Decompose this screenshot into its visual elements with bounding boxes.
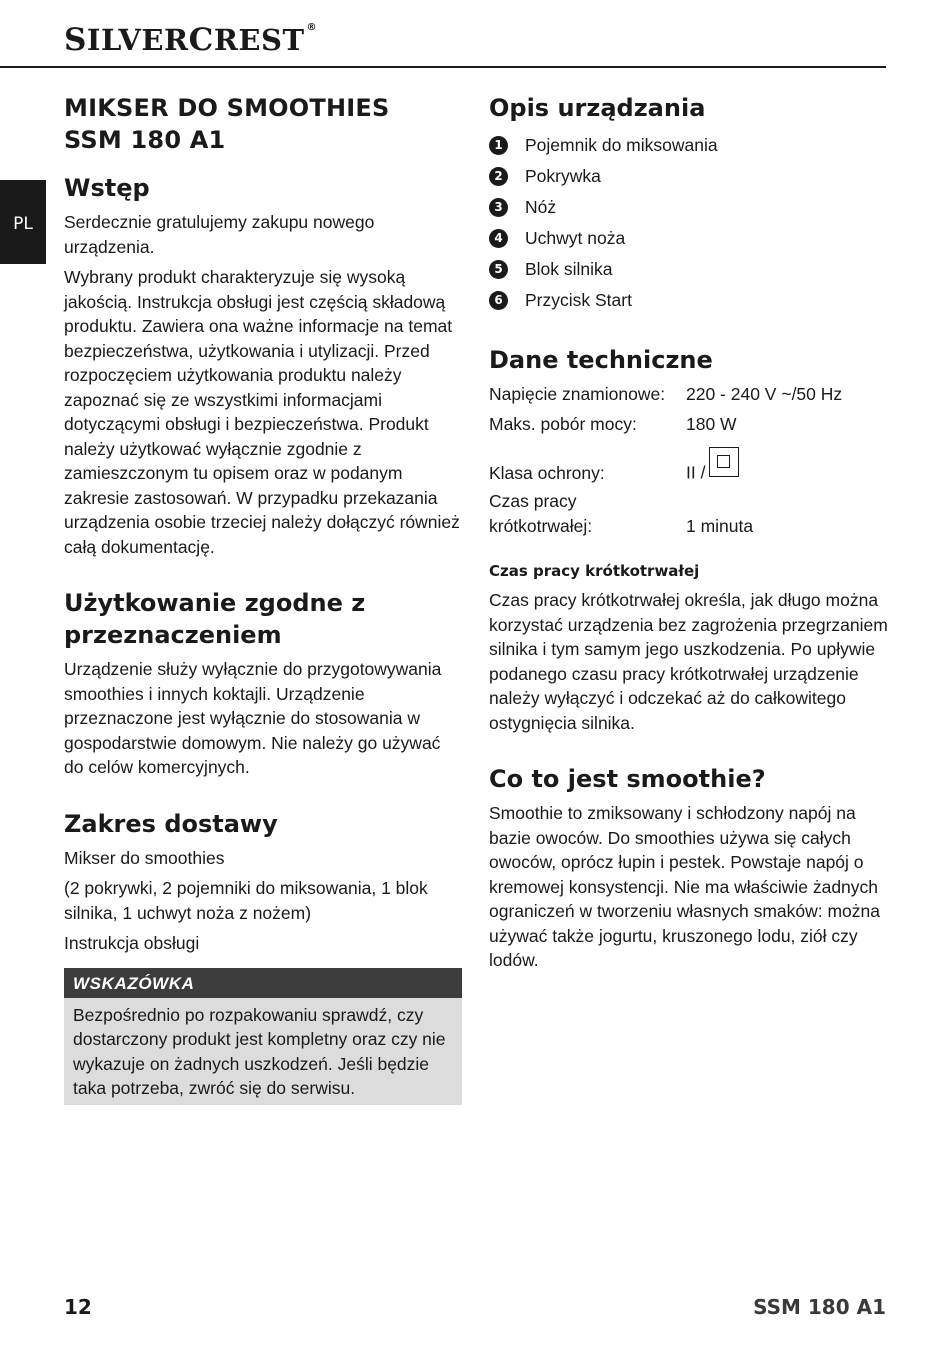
delivery-item: Mikser do smoothies	[64, 847, 225, 868]
language-tab	[0, 180, 46, 264]
spec-value: 180 W	[686, 414, 737, 434]
number-badge-icon: 2	[489, 167, 508, 186]
spec-label	[489, 489, 686, 538]
number-badge-icon: 3	[489, 198, 508, 217]
part-label: Uchwyt noża	[525, 228, 626, 248]
spec-row	[489, 382, 889, 412]
note-body: Bezpośrednio po rozpakowaniu sprawdź, czy dostarczony produkt jest kompletny oraz czy nie wykazuje on żadnych uszkodzeń. Jeśli będzie taka potrzeba, zwróć się do serwisu.	[73, 1004, 446, 1098]
intro-paragraph-2: Wybrany produkt charakteryzuje się wysoką jakością. Instrukcja obsługi jest częścią składową produktu. Zawiera ona ważne informacje na temat bezpieczeństwa, użytkowania i utylizacji. Przed rozpoczęciem użytkowania produktu należy zapoznać się ze wszystkimi informacjami dotyczącymi obsługi i bezpieczeństwa. Produkt należy użytkować wyłącznie zgodnie z zamieszczonym tu opisem oraz w podanym zakresie zastosowań. W przypadku przekazania urządzenia osobie trzeciej należy dołączyć również całą dokumentację.	[64, 267, 460, 557]
spec-label-line: Czas pracy	[489, 491, 577, 511]
left-column	[64, 92, 462, 1105]
spec-value: 1 minuta	[686, 515, 754, 536]
brand-letter: C	[188, 22, 214, 58]
delivery-heading: Zakres dostawy	[64, 809, 278, 838]
part-label: Nóż	[525, 197, 557, 217]
number-badge-icon: 1	[489, 136, 508, 155]
language-code: PL	[13, 214, 33, 234]
footer-model: SSM 180 A1	[753, 1295, 886, 1319]
number-badge-icon: 4	[489, 229, 508, 248]
tech-data-table	[489, 382, 889, 538]
brand-part: ILVER	[86, 23, 189, 57]
brand-letter: S	[64, 22, 87, 58]
spec-value: 220 - 240 V ~/50 Hz	[686, 384, 843, 404]
page-number: 12	[64, 1295, 92, 1319]
intro-heading: Wstęp	[64, 174, 150, 202]
spec-label: Klasa ochrony:	[489, 462, 605, 483]
list-item	[489, 130, 889, 161]
protection-class-ii-icon	[709, 447, 739, 477]
part-label: Pojemnik do miksowania	[525, 135, 718, 155]
part-label: Pokrywka	[525, 166, 601, 186]
spec-label: Maks. pobór mocy:	[489, 414, 637, 434]
product-title	[64, 92, 462, 156]
intended-use-paragraph: Urządzenie służy wyłącznie do przygotowywania smoothies i innych koktajli. Urządzenie przeznaczone jest wyłącznie do stosowania w gospodarstwie domowym. Nie należy go używać do celów komercyjnych.	[64, 659, 442, 777]
list-item	[489, 223, 889, 254]
number-badge-icon: 6	[489, 291, 508, 310]
spec-value	[686, 455, 739, 485]
list-item	[489, 254, 889, 285]
brand-logo	[64, 22, 317, 58]
smoothie-heading: Co to jest smoothie?	[489, 765, 766, 793]
spec-row	[489, 442, 889, 485]
spec-row	[489, 489, 889, 538]
number-badge-icon: 5	[489, 260, 508, 279]
product-title-line1: MIKSER DO SMOOTHIES	[64, 94, 390, 122]
registered-mark: ®	[306, 22, 318, 33]
short-time-paragraph: Czas pracy krótkotrwałej określa, jak długo można korzystać urządzenia bez zagrożenia przegrzaniem silnika i tym samym jego uszkodzenia. Po upływie podanego czasu pracy krótkotrwałej urządzenie należy wyłączyć i odczekać aż do całkowitego ostygnięcia silnika.	[489, 590, 888, 733]
list-item	[489, 161, 889, 192]
list-item	[489, 285, 889, 316]
note-box	[64, 968, 462, 1105]
brand-part: REST	[213, 23, 305, 57]
intended-use-heading: Użytkowanie zgodne z przeznaczeniem	[64, 589, 366, 649]
part-label: Przycisk Start	[525, 290, 632, 310]
delivery-item: (2 pokrywki, 2 pojemniki do miksowania, 1 blok silnika, 1 uchwyt noża z nożem)	[64, 878, 428, 923]
delivery-item: Instrukcja obsługi	[64, 933, 200, 953]
tech-data-heading: Dane techniczne	[489, 346, 713, 374]
header-rule	[0, 66, 886, 68]
parts-list	[489, 130, 889, 316]
spec-label: Napięcie znamionowe:	[489, 384, 666, 404]
note-heading: WSKAZÓWKA	[64, 968, 462, 998]
product-title-line2: SSM 180 A1	[64, 126, 226, 154]
spec-label-line: krótkotrwałej:	[489, 515, 593, 536]
short-time-heading: Czas pracy krótkotrwałej	[489, 562, 700, 580]
description-heading: Opis urządzania	[489, 94, 706, 122]
part-label: Blok silnika	[525, 259, 613, 279]
right-column	[489, 92, 889, 973]
smoothie-paragraph: Smoothie to zmiksowany i schłodzony napój na bazie owoców. Do smoothies używa się całych owoców, oprócz łupin i pestek. Powstaje napój o kremowej konsystencji. Nie ma właściwie żadnych ograniczeń w tworzeniu własnych smaków: można używać także jogurtu, kruszonego lodu, ziół czy lodów.	[489, 803, 880, 970]
intro-paragraph-1: Serdecznie gratulujemy zakupu nowego urządzenia.	[64, 212, 375, 257]
list-item	[489, 192, 889, 223]
protection-class-text: II /	[686, 462, 706, 483]
spec-row	[489, 412, 889, 442]
